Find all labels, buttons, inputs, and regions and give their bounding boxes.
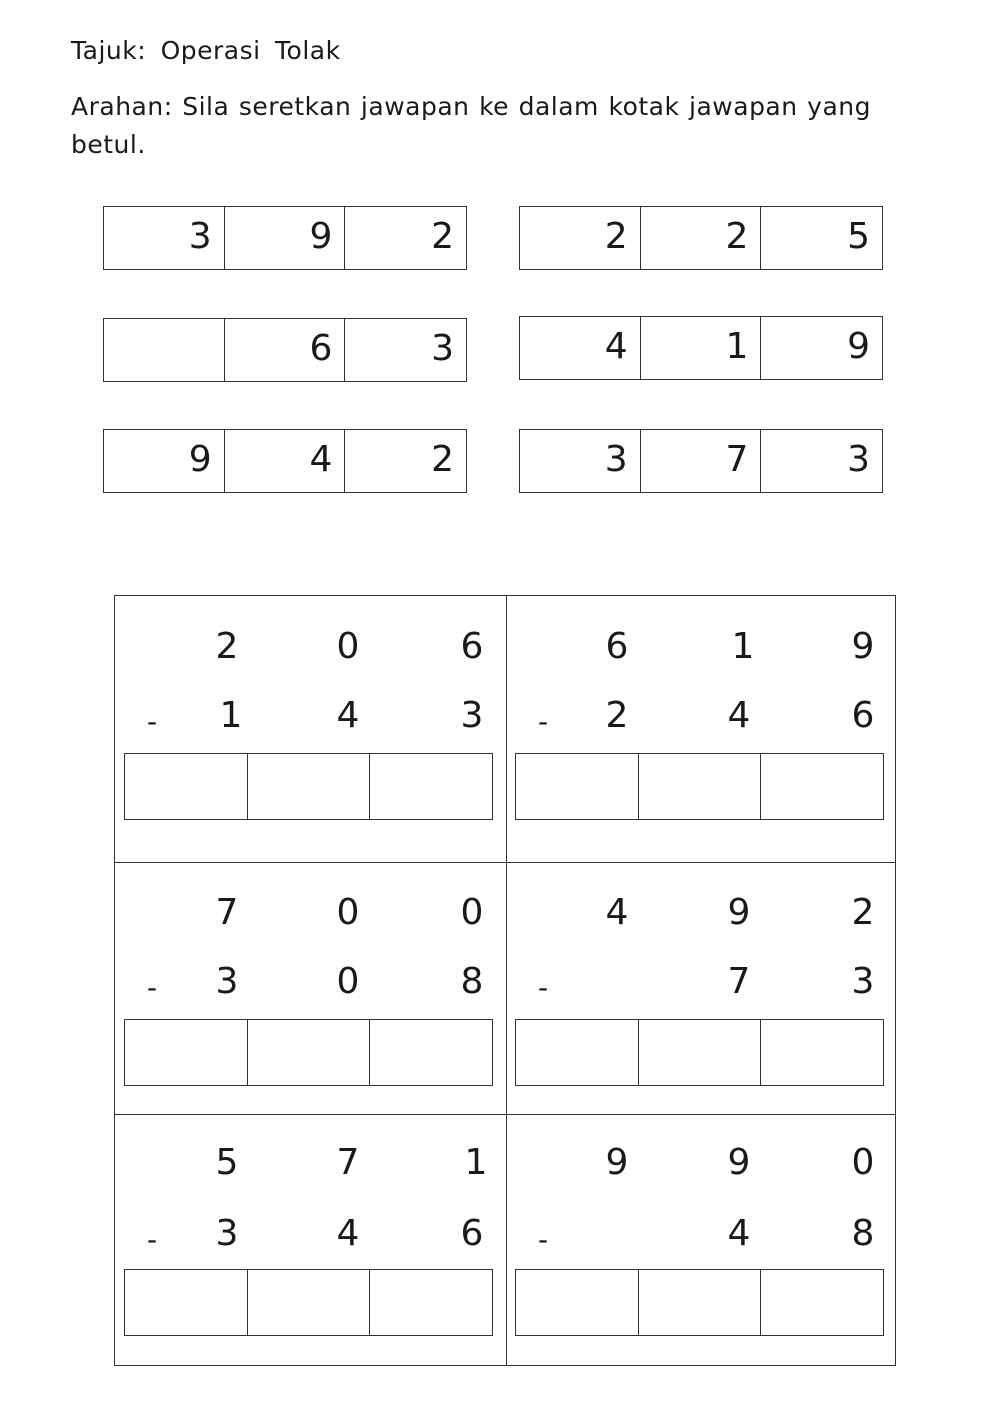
answer-tile[interactable] xyxy=(519,429,883,493)
drop-slot[interactable] xyxy=(639,1270,762,1335)
drop-slot[interactable] xyxy=(370,1270,492,1335)
answer-digit-hundreds: 9 xyxy=(104,430,225,492)
digit: 6 xyxy=(605,626,629,667)
subtrahend-row xyxy=(115,957,505,1007)
digit: 0 xyxy=(460,892,484,933)
digit: 4 xyxy=(336,1213,360,1254)
minuend-row xyxy=(506,888,896,938)
answer-tile[interactable] xyxy=(519,316,883,380)
answer-digit-tens: 4 xyxy=(225,430,346,492)
answer-drop-zone[interactable] xyxy=(124,1019,493,1086)
digit: 2 xyxy=(605,695,629,736)
drop-slot[interactable] xyxy=(248,1020,371,1085)
minus-sign: - xyxy=(538,971,549,1004)
minus-sign: - xyxy=(147,705,158,738)
instruction-text: Arahan: Sila seretkan jawapan ke dalam kotak jawapan yang betul. xyxy=(71,92,871,159)
drop-slot[interactable] xyxy=(516,1270,639,1335)
drop-slot[interactable] xyxy=(125,1270,248,1335)
digit: 8 xyxy=(460,961,484,1002)
digit: 6 xyxy=(460,1213,484,1254)
digit: 0 xyxy=(336,892,360,933)
answer-digit-ones: 3 xyxy=(431,328,455,369)
answer-tile[interactable] xyxy=(103,429,467,493)
digit: 7 xyxy=(727,961,751,1002)
drop-slot[interactable] xyxy=(248,1270,371,1335)
drop-slot[interactable] xyxy=(639,1020,762,1085)
subtrahend-row xyxy=(506,1209,896,1259)
digit: 3 xyxy=(460,695,484,736)
drop-slot[interactable] xyxy=(761,754,883,819)
page-title: Tajuk: Operasi Tolak xyxy=(71,36,341,65)
digit: 6 xyxy=(460,626,484,667)
drop-slot[interactable] xyxy=(761,1270,883,1335)
digit: 2 xyxy=(215,626,239,667)
answer-digit-hundreds xyxy=(104,319,225,381)
digit: 9 xyxy=(727,1142,751,1183)
drop-slot[interactable] xyxy=(125,1020,248,1085)
digit: 1 xyxy=(731,626,755,667)
grid-divider xyxy=(115,862,895,863)
answer-digit-hundreds: 3 xyxy=(520,430,641,492)
answer-digit-hundreds: 2 xyxy=(520,207,641,269)
subtrahend-row xyxy=(115,1209,505,1259)
digit: 7 xyxy=(215,892,239,933)
digit: 0 xyxy=(851,1142,875,1183)
answer-drop-zone[interactable] xyxy=(124,753,493,820)
digit: 4 xyxy=(605,892,629,933)
minus-sign: - xyxy=(147,1223,158,1256)
subtrahend-row xyxy=(506,691,896,741)
grid-divider xyxy=(115,1114,895,1115)
answer-digit-ones: 5 xyxy=(847,216,871,257)
minuend-row xyxy=(506,622,896,672)
drop-slot[interactable] xyxy=(125,754,248,819)
drop-slot[interactable] xyxy=(516,1020,639,1085)
digit: 3 xyxy=(215,1213,239,1254)
answer-tile[interactable] xyxy=(103,318,467,382)
digit: 3 xyxy=(215,961,239,1002)
digit: 1 xyxy=(464,1142,488,1183)
digit: 9 xyxy=(851,626,875,667)
digit: 9 xyxy=(605,1142,629,1183)
drop-slot[interactable] xyxy=(639,754,762,819)
digit: 5 xyxy=(215,1142,239,1183)
drop-slot[interactable] xyxy=(370,1020,492,1085)
answer-digit-hundreds: 4 xyxy=(520,317,641,379)
digit: 0 xyxy=(336,961,360,1002)
answer-tile[interactable] xyxy=(519,206,883,270)
minus-sign: - xyxy=(538,1223,549,1256)
answer-tile[interactable] xyxy=(103,206,467,270)
answer-digit-ones: 2 xyxy=(431,439,455,480)
digit: 1 xyxy=(219,695,243,736)
digit: 9 xyxy=(727,892,751,933)
digit: 7 xyxy=(336,1142,360,1183)
answer-drop-zone[interactable] xyxy=(515,1019,884,1086)
subtrahend-row xyxy=(115,691,505,741)
digit: 3 xyxy=(851,961,875,1002)
question-grid xyxy=(114,595,896,1366)
minuend-row xyxy=(115,1138,505,1188)
minus-sign: - xyxy=(538,705,549,738)
answer-drop-zone[interactable] xyxy=(515,753,884,820)
drop-slot[interactable] xyxy=(516,754,639,819)
drop-slot[interactable] xyxy=(248,754,371,819)
digit: 4 xyxy=(727,1213,751,1254)
digit: 4 xyxy=(727,695,751,736)
drop-slot[interactable] xyxy=(761,1020,883,1085)
digit: 2 xyxy=(851,892,875,933)
digit: 0 xyxy=(336,626,360,667)
digit: 6 xyxy=(851,695,875,736)
answer-digit-tens: 1 xyxy=(641,317,762,379)
answer-digit-tens: 7 xyxy=(641,430,762,492)
answer-digit-ones: 9 xyxy=(847,326,871,367)
answer-digit-tens: 9 xyxy=(225,207,346,269)
subtrahend-row xyxy=(506,957,896,1007)
minuend-row xyxy=(506,1138,896,1188)
answer-drop-zone[interactable] xyxy=(124,1269,493,1336)
answer-digit-ones: 3 xyxy=(847,439,871,480)
digit: 4 xyxy=(336,695,360,736)
minuend-row xyxy=(115,622,505,672)
minuend-row xyxy=(115,888,505,938)
minus-sign: - xyxy=(147,971,158,1004)
answer-drop-zone[interactable] xyxy=(515,1269,884,1336)
answer-digit-hundreds: 3 xyxy=(104,207,225,269)
answer-digit-tens: 6 xyxy=(225,319,346,381)
answer-digit-tens: 2 xyxy=(641,207,762,269)
digit: 8 xyxy=(851,1213,875,1254)
drop-slot[interactable] xyxy=(370,754,492,819)
answer-digit-ones: 2 xyxy=(431,216,455,257)
